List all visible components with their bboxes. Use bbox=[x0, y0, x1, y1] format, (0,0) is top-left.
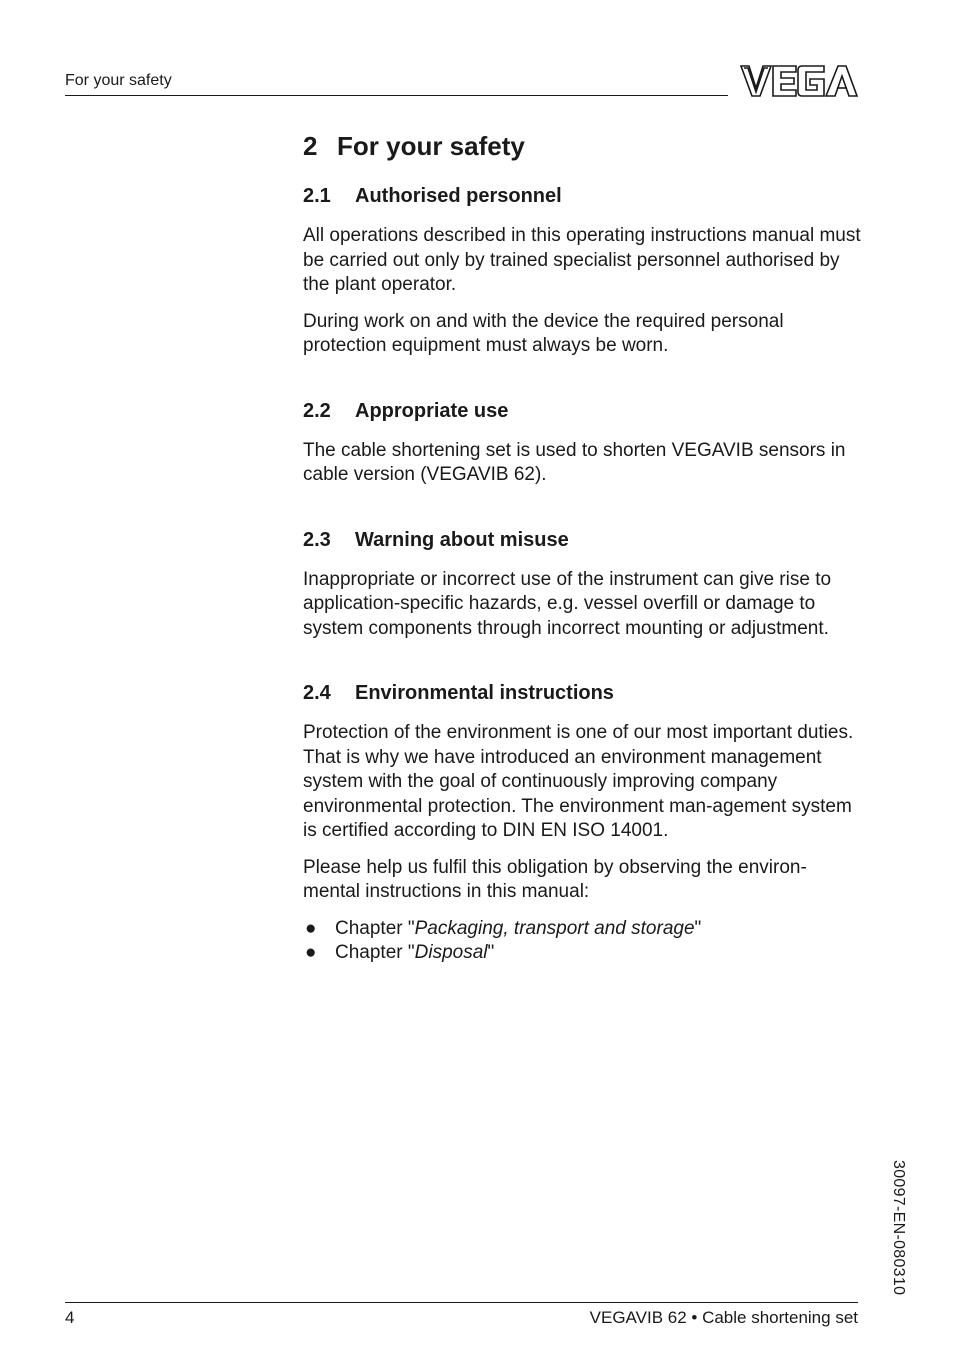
chapter-heading bbox=[303, 128, 863, 164]
header-section-label: For your safety bbox=[65, 72, 172, 89]
page-number: 4 bbox=[65, 1308, 75, 1327]
section-environmental-instructions bbox=[303, 679, 863, 966]
section-heading bbox=[303, 679, 863, 707]
vega-logo bbox=[740, 64, 858, 98]
list-item-suffix: " bbox=[487, 942, 495, 963]
section-title: Environmental instructions bbox=[355, 682, 614, 704]
list-item bbox=[303, 941, 863, 966]
section-warning-misuse bbox=[303, 526, 863, 642]
footer-doc-title: VEGAVIB 62 • Cable shortening set bbox=[589, 1308, 858, 1327]
section-number: 2.1 bbox=[303, 185, 331, 207]
section-title: Warning about misuse bbox=[355, 528, 569, 551]
section-title: Appropriate use bbox=[355, 399, 509, 422]
section-authorised-personnel bbox=[303, 182, 863, 359]
list-item bbox=[303, 917, 863, 942]
list-item-prefix: Chapter " bbox=[335, 942, 415, 963]
section-number: 2.3 bbox=[303, 528, 331, 551]
paragraph: Protection of the environment is one of our most important duties. That is why we have introduced an environment management system with the goal of continuously improving company environmental protection. The environment man-agement system is certified according to DIN EN ISO 14001. bbox=[303, 722, 854, 841]
paragraph: During work on and with the device the required personal protection equipment must always be worn. bbox=[303, 310, 784, 356]
section-heading bbox=[303, 397, 863, 425]
chapter-reference-list bbox=[303, 917, 863, 966]
section-heading bbox=[303, 526, 863, 554]
main-content bbox=[303, 128, 863, 966]
paragraph: The cable shortening set is used to shorten VEGAVIB sensors in cable version (VEGAVIB 62). bbox=[303, 439, 846, 485]
chapter-reference: Disposal bbox=[414, 942, 488, 963]
chapter-reference: Packaging, transport and storage bbox=[414, 917, 695, 939]
list-item-suffix: " bbox=[694, 917, 702, 939]
list-item-prefix: Chapter " bbox=[335, 917, 415, 939]
paragraph: Please help us fulfil this obligation by observing the environ-mental instructions in this manual: bbox=[303, 856, 807, 902]
bullet-icon: ● bbox=[305, 917, 317, 939]
section-number: 2.4 bbox=[303, 682, 331, 704]
section-appropriate-use bbox=[303, 397, 863, 488]
header-divider bbox=[65, 95, 728, 96]
footer-divider bbox=[65, 1302, 858, 1303]
paragraph: All operations described in this operating instructions manual must be carried out only by trained specialist personnel authorised by the plant operator. bbox=[303, 225, 861, 295]
section-heading bbox=[303, 182, 863, 210]
section-number: 2.2 bbox=[303, 399, 331, 422]
section-title: Authorised personnel bbox=[355, 185, 562, 207]
chapter-title: For your safety bbox=[337, 131, 525, 161]
paragraph: Inappropriate or incorrect use of the instrument can give rise to application-specific hazards, e.g. vessel overfill or damage to system components through incorrect mounting or adjustment. bbox=[303, 568, 832, 639]
document-code: 30097-EN-080310 bbox=[890, 1160, 907, 1296]
chapter-number: 2 bbox=[303, 131, 318, 161]
bullet-icon: ● bbox=[305, 942, 317, 963]
